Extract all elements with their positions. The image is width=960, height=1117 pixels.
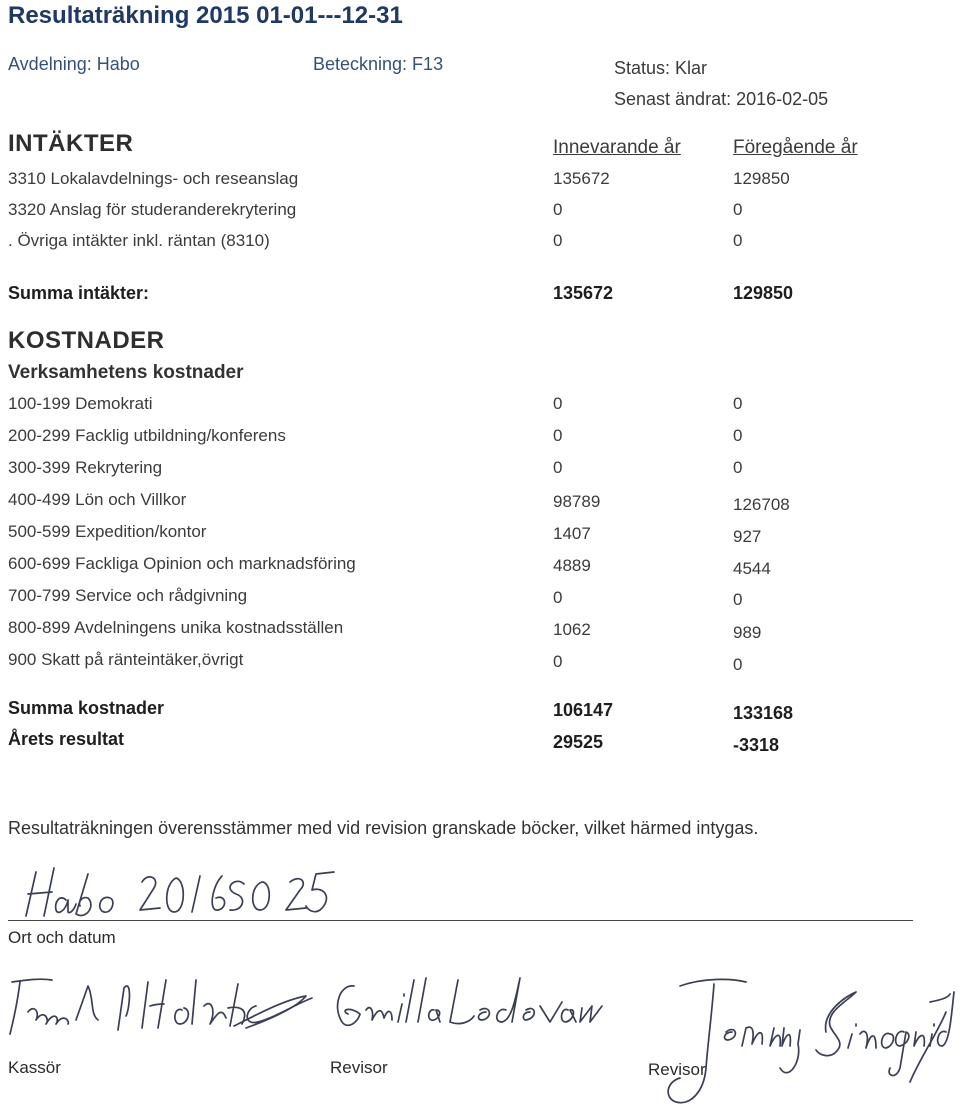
page-title: Resultaträkning 2015 01-01---12-31: [8, 2, 403, 29]
intakt-row-label: 3320 Anslag för studeranderekrytering: [8, 200, 297, 219]
intakter-heading: INTÄKTER: [8, 130, 134, 157]
intakt-row-current: 0: [553, 200, 563, 219]
kostnad-row-current: 0: [553, 394, 563, 413]
kostnad-row-label: 700-799 Service och rådgivning: [8, 586, 248, 605]
kostnad-row-current: 1062: [553, 620, 591, 639]
attest-statement: Resultaträkningen överensstämmer med vid revision granskade böcker, vilket härmed intygas.: [8, 818, 759, 838]
arets-resultat-previous: -3318: [733, 735, 780, 755]
status: Status: Klar: [614, 58, 708, 78]
summa-kostnader-current: 106147: [553, 700, 614, 720]
revisor1-signature: [330, 966, 610, 1046]
summa-intakter-previous: 129850: [733, 283, 794, 303]
kostnad-row-previous: 4544: [733, 559, 771, 578]
arets-resultat-current: 29525: [553, 732, 604, 752]
kostnad-row-current: 0: [553, 652, 563, 671]
arets-resultat-label: Årets resultat: [8, 729, 125, 749]
col-current-header: Innevarande år: [553, 137, 681, 158]
summa-kostnader-previous: 133168: [733, 703, 794, 723]
summa-intakter-label: Summa intäkter:: [8, 283, 150, 303]
kostnad-row-current: 1407: [553, 524, 591, 543]
summa-kostnader-label: Summa kostnader: [8, 698, 165, 718]
senast-andrat: Senast ändrat: 2016-02-05: [614, 89, 829, 109]
intakt-row-previous: 129850: [733, 169, 790, 188]
kostnad-row-label: 300-399 Rekrytering: [8, 458, 163, 477]
kassor-signature: [6, 968, 316, 1048]
intakt-row-previous: 0: [733, 200, 743, 219]
kostnad-row-label: 500-599 Expedition/kontor: [8, 522, 207, 541]
verksamhetens-kostnader-heading: Verksamhetens kostnader: [8, 362, 244, 383]
kostnad-row-previous: 0: [733, 590, 743, 609]
kostnader-heading: KOSTNADER: [8, 327, 165, 354]
kostnad-row-current: 0: [553, 588, 563, 607]
kostnad-row-current: 98789: [553, 492, 601, 511]
intakt-row-previous: 0: [733, 231, 743, 250]
intakt-row-current: 0: [553, 231, 563, 250]
col-previous-header: Föregående år: [733, 137, 858, 158]
kostnad-row-label: 400-499 Lön och Villkor: [8, 490, 187, 509]
kostnad-row-label: 200-299 Facklig utbildning/konferens: [8, 426, 286, 445]
kostnad-row-label: 800-899 Avdelningens unika kostnadsställen: [8, 618, 344, 637]
kostnad-row-current: 0: [553, 458, 563, 477]
ort-datum-label: Ort och datum: [8, 928, 116, 947]
kostnad-row-previous: 927: [733, 527, 762, 546]
kostnad-row-label: 100-199 Demokrati: [8, 394, 153, 413]
intakt-row-label: 3310 Lokalavdelnings- och reseanslag: [8, 169, 299, 188]
kostnad-row-label: 600-699 Fackliga Opinion och marknadsföring: [8, 554, 356, 573]
kostnad-row-previous: 0: [733, 426, 743, 445]
kassor-label: Kassör: [8, 1058, 61, 1077]
kostnad-row-current: 0: [553, 426, 563, 445]
avdelning: Avdelning: Habo: [8, 54, 140, 74]
kostnad-row-label: 900 Skatt på ränteintäker,övrigt: [8, 650, 244, 669]
intakt-row-current: 135672: [553, 169, 610, 188]
kostnad-row-previous: 0: [733, 458, 743, 477]
revisor2-label: Revisor: [648, 1060, 706, 1079]
revisor2-signature: [650, 972, 950, 1112]
ort-datum-line: [8, 920, 913, 921]
kostnad-row-current: 4889: [553, 556, 591, 575]
kostnad-row-previous: 0: [733, 394, 743, 413]
summa-intakter-current: 135672: [553, 283, 614, 303]
revisor1-label: Revisor: [330, 1058, 388, 1077]
intakt-row-label: . Övriga intäkter inkl. räntan (8310): [8, 231, 270, 250]
kostnad-row-previous: 0: [733, 655, 743, 674]
ort-datum-handwriting: [14, 860, 334, 920]
kostnad-row-previous: 126708: [733, 495, 790, 514]
kostnad-row-previous: 989: [733, 623, 762, 642]
beteckning: Beteckning: F13: [313, 54, 444, 74]
